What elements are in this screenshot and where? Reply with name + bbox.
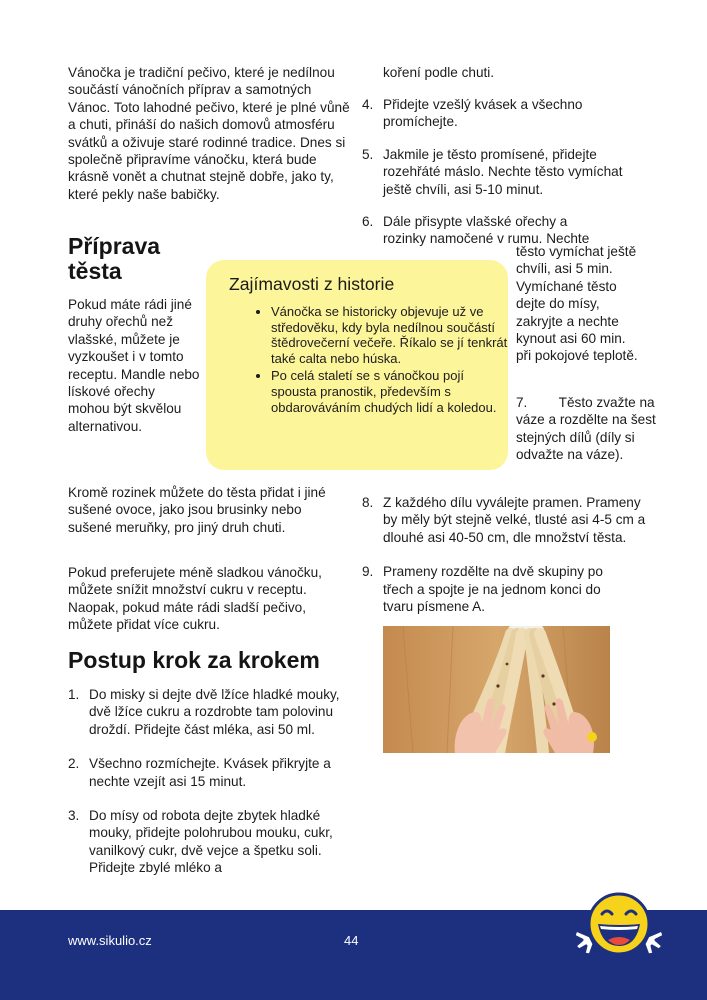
- callout-item: • Vánočka se historicky objevuje už ve středověku, kdy byla nedílnou součástí štědrovečerní večeře. Říkalo se jí tenkrát také calta nebo húska.: [271, 304, 509, 366]
- step-number: 8.: [362, 495, 374, 510]
- callout-title: Zajímavosti z historie: [229, 274, 395, 294]
- step-number: 4.: [362, 97, 374, 112]
- step-item: [362, 96, 644, 131]
- steps-list-left: [68, 686, 352, 877]
- step-text: Jakmile je těsto promísené, přidejte rozehřáté máslo. Nechte těsto vymíchat ještě chvíli, asi 5-10 minut.: [383, 146, 623, 197]
- step-text: Do misky si dejte dvě lžíce hladké mouky, dvě lžíce cukru a rozdrobte tam polovinu droždí. Přidejte část mléka, asi 50 ml.: [89, 687, 340, 737]
- step-item: [362, 563, 633, 615]
- step-item: [362, 146, 644, 198]
- watermark-smiley-icon: [587, 732, 597, 742]
- page-number: 44: [344, 933, 359, 948]
- step-text: Do mísy od robota dejte zbytek hladké mouky, přidejte polohrubou mouku, cukr, vanilkový cukr, dvě vejce a špetku soli. Přidejte zbylé mléko a: [89, 808, 333, 876]
- preparation-paragraph-nuts: Pokud máte rádi jiné druhy ořechů než vlašské, můžete je vyzkoušet i v tomto receptu. Mandle nebo lískové ořechy mohou být skvělou alternativou.: [68, 297, 200, 434]
- step-number: 5.: [362, 146, 374, 162]
- callout-list: [250, 304, 509, 417]
- step-3-continuation: koření podle chuti.: [383, 65, 495, 80]
- callout-item: • Po celá staletí se s vánočkou pojí spousta pranostik, především s obdarováváním chudých lidí a koledou.: [271, 368, 509, 415]
- steps-list-right-lower: [362, 494, 650, 615]
- step-number: 1.: [68, 687, 80, 702]
- step-number: 7.: [516, 395, 528, 410]
- laughing-smiley-mascot-icon: [572, 890, 666, 972]
- step-item: [68, 686, 352, 738]
- step-item: [68, 755, 352, 790]
- step-text: Všechno rozmíchejte. Kvásek přikryjte a nechte vzejít asi 15 minut.: [89, 756, 331, 789]
- step-text: Dále přisypte vlašské ořechy a rozinky namočené v rumu. Nechte: [383, 214, 590, 247]
- step-number: 2.: [68, 756, 80, 772]
- preparation-paragraph-sugar: Pokud preferujete méně sladkou vánočku, můžete snížit množství cukru v receptu. Naopak, pokud máte rádi sladší pečivo, můžete přidat více cukru.: [68, 565, 322, 633]
- step-item: [68, 807, 352, 877]
- step-number: 3.: [68, 808, 80, 824]
- preparation-paragraph-dried-fruit: Kromě rozinek můžete do těsta přidat i jiné sušené ovoce, jako jsou brusinky nebo sušené meruňky, pro jiný druh chuti.: [68, 485, 326, 535]
- step-text: Přidejte vzešlý kvásek a všechno promíchejte.: [383, 97, 583, 130]
- preparation-heading: [68, 234, 208, 284]
- braiding-dough-photo: [383, 626, 610, 753]
- step-item: [362, 494, 650, 546]
- footer-website-link[interactable]: www.sikulio.cz: [68, 933, 152, 948]
- step-number: 6.: [362, 214, 374, 230]
- intro-paragraph: Vánočka je tradiční pečivo, které je nedílnou součástí vánočních příprav a samotných Vánoc. Toto lahodné pečivo, které je plné vůně a chuti, přináší do našich domovů atmosféru svátků a oživuje staré rodinné tradice. Dnes si společně připravíme vánočku, která bude krásně vonět a chutnat stejně dobře, jako ty, které pekly naše babičky.: [68, 65, 350, 202]
- steps-list-right: [362, 96, 644, 248]
- step-number: 9.: [362, 564, 374, 580]
- preparation-heading-line1: Příprava: [68, 233, 161, 259]
- step-item-7: [516, 394, 672, 464]
- steps-heading: Postup krok za krokem: [68, 647, 320, 673]
- step-6-continuation: těsto vymíchat ještě chvíli, asi 5 min. Vymíchané těsto dejte do mísy, zakryjte a nechte kynout asi 60 min. při pokojové teplotě.: [516, 244, 638, 364]
- step-text: Z každého dílu vyválejte pramen. Prameny by měly být stejně velké, tlusté asi 4-5 cm a dlouhé asi 40-50 cm, dle množství těsta.: [383, 495, 646, 545]
- history-facts-callout: [206, 260, 508, 470]
- braiding-dough-illustration: [383, 626, 610, 753]
- step-text: Těsto zvažte na váze a rozdělte na šest stejných dílů (díly si odvažte na váze).: [516, 395, 656, 463]
- preparation-heading-line2: těsta: [68, 258, 122, 284]
- step-text: Prameny rozdělte na dvě skupiny po třech a spojte je na jednom konci do tvaru písmene A.: [383, 564, 603, 615]
